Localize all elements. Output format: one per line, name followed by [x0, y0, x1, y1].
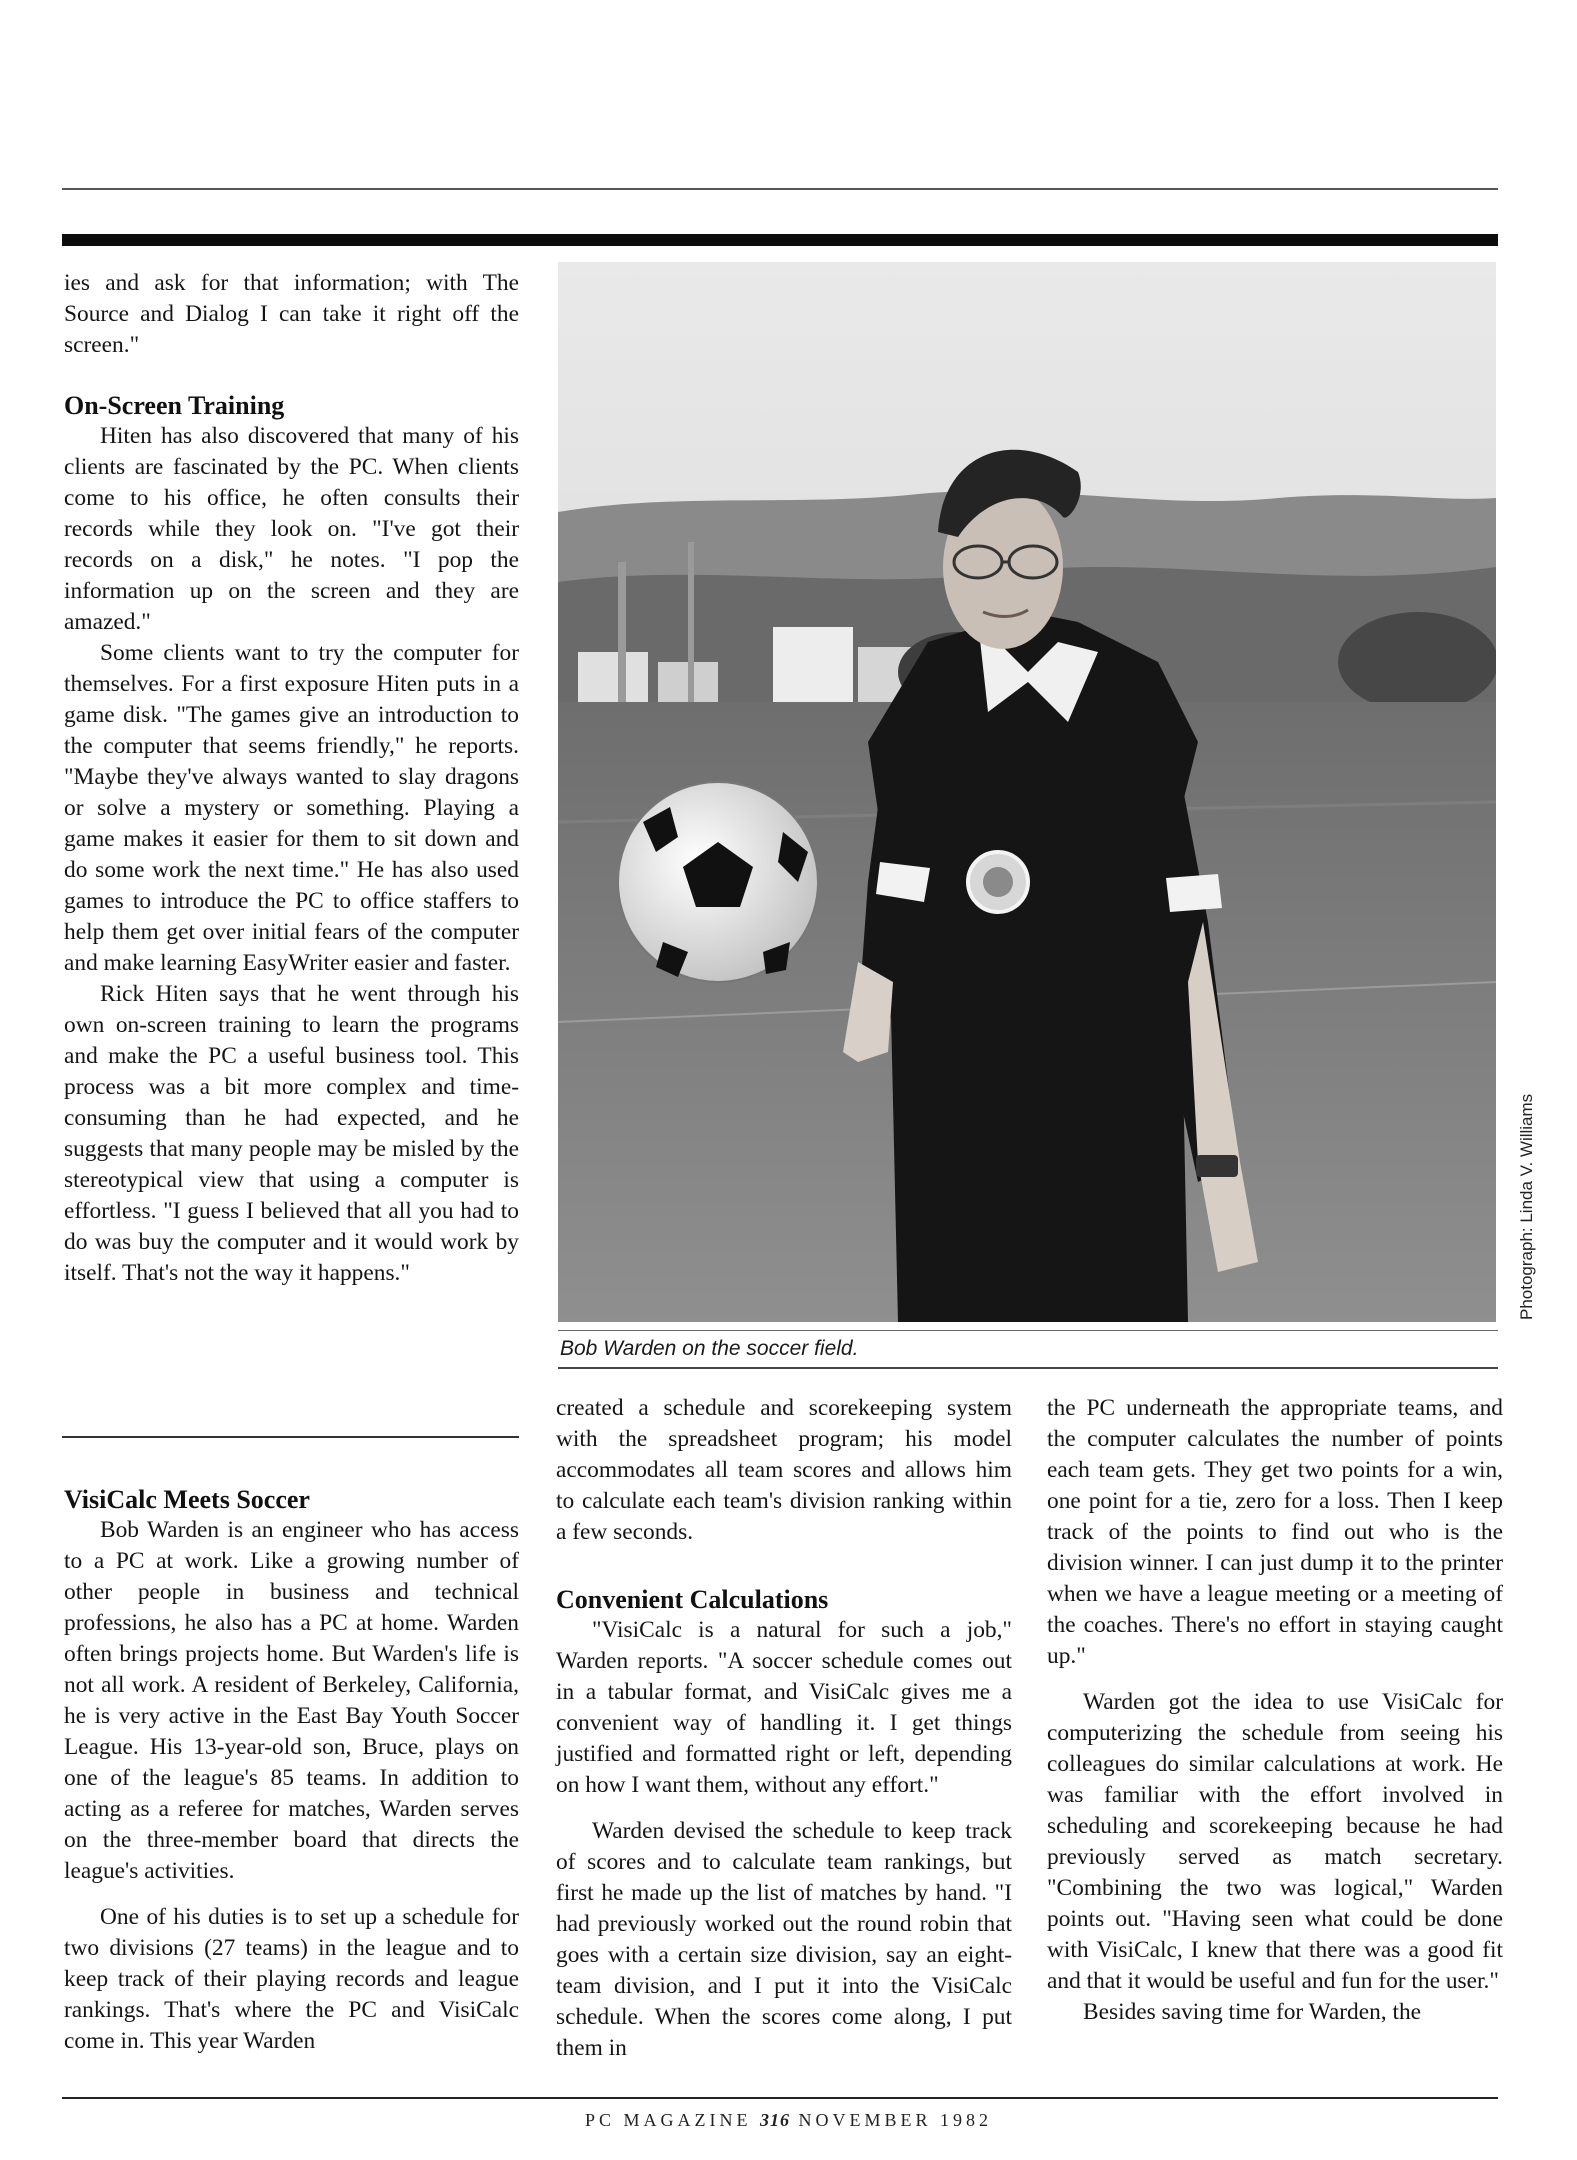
top-thin-rule: [62, 188, 1498, 190]
column-3: [1047, 1393, 1503, 2028]
footer-magazine: PC MAGAZINE: [584, 2110, 752, 2130]
paragraph: Besides saving time for Warden, the: [1083, 1999, 1422, 2025]
paragraph: Warden got the idea to use VisiCalc for computerizing the schedule from seeing his colleagues do similar calculations at work. He was familiar with the effort involved in scheduling and scorekeeping because he had previously served as match secretary. "Combining the two was logical," Warden points out. "Having seen what could be done with VisiCalc, I knew that there was a good fit and that it would be useful and fun for the user.": [1047, 1689, 1503, 1994]
paragraph: Some clients want to try the computer for themselves. For a first exposure Hiten puts in a game disk. "The games give an introduction to the computer that seems friendly," he reports. "Maybe they've always wanted to slay dragons or solve a mystery or something. Playing a game makes it easier for them to sit down and do some work the next time." He has also used games to introduce the PC to office staffers to help them get over initial fears of the computer and make learning EasyWriter easier and faster.: [64, 640, 519, 976]
column-1-upper: [64, 268, 519, 1289]
paragraph: Hiten has also discovered that many of his clients are fascinated by the PC. When clients come to his office, he often consults their records while they look on. "I've got their records on a disk," he notes. "I pop the information up on the screen and they are amazed.": [64, 423, 519, 635]
footer-date: NOVEMBER 1982: [798, 2110, 993, 2130]
column-2: [556, 1393, 1012, 2064]
paragraph: created a schedule and scorekeeping system with the spreadsheet program; his model accommodates all team scores and allows him to calculate each team's division ranking within a few seconds.: [556, 1395, 1012, 1545]
paragraph: the PC underneath the appropriate teams, and the computer calculates the number of points each team gets. They get two points for a win, one point for a tie, zero for a loss. Then I keep track of the points to find out who is the division winner. I can just dump it to the printer when we have a league meeting or a meeting of the coaches. There's no effort in staying caught up.": [1047, 1395, 1503, 1669]
heading-on-screen-training: On-Screen Training: [64, 391, 285, 420]
page-number: 316: [760, 2110, 790, 2130]
caption-bottom-rule: [558, 1367, 1498, 1369]
paragraph: Warden devised the schedule to keep track of scores and to calculate team rankings, but first he made up the list of matches by hand. "I had previously worked out the round robin that goes with a certain size division, say an eight-team division, and I put it into the VisiCalc schedule. When the scores come along, I put them in: [556, 1818, 1012, 2061]
photo-caption: Bob Warden on the soccer field.: [560, 1337, 859, 1360]
column-1-divider: [62, 1436, 519, 1438]
page-footer: [0, 2110, 1577, 2131]
top-thick-rule: [62, 234, 1498, 246]
heading-convenient-calculations: Convenient Calculations: [556, 1585, 829, 1614]
heading-visicalc-meets-soccer: VisiCalc Meets Soccer: [64, 1485, 310, 1514]
paragraph: ies and ask for that information; with The Source and Dialog I can take it right off the screen.": [64, 270, 519, 358]
caption-top-rule: [558, 1330, 1498, 1331]
paragraph: Rick Hiten says that he went through his own on-screen training to learn the programs and make the PC a useful business tool. This process was a bit more complex and time-consuming than he had expected, and he suggests that many people may be misled by the stereotypical view that using a computer is effortless. "I guess I believed that all you had to do was buy the computer and it would work by itself. That's not the way it happens.": [64, 981, 519, 1286]
footer-rule: [62, 2097, 1498, 2099]
photo-credit: Photograph: Linda V. Williams: [1517, 1093, 1536, 1320]
paragraph: One of his duties is to set up a schedule for two divisions (27 teams) in the league and to keep track of their playing records and league rankings. That's where the PC and VisiCalc come in. This year Warden: [64, 1904, 519, 2054]
paragraph: Bob Warden is an engineer who has access to a PC at work. Like a growing number of other people in business and technical professions, he also has a PC at home. Warden often brings projects home. But Warden's life is not all work. A resident of Berkeley, California, he is very active in the East Bay Youth Soccer League. His 13-year-old son, Bruce, plays on one of the league's 85 teams. In addition to acting as a referee for matches, Warden serves on the three-member board that directs the league's activities.: [64, 1517, 519, 1884]
column-1-lower: [64, 1484, 519, 2057]
soccer-photo: [558, 262, 1496, 1322]
paragraph: "VisiCalc is a natural for such a job," Warden reports. "A soccer schedule comes out in a tabular format, and VisiCalc gives me a convenient way of handling it. I get things justified and formatted right or left, depending on how I want them, without any effort.": [556, 1617, 1012, 1798]
